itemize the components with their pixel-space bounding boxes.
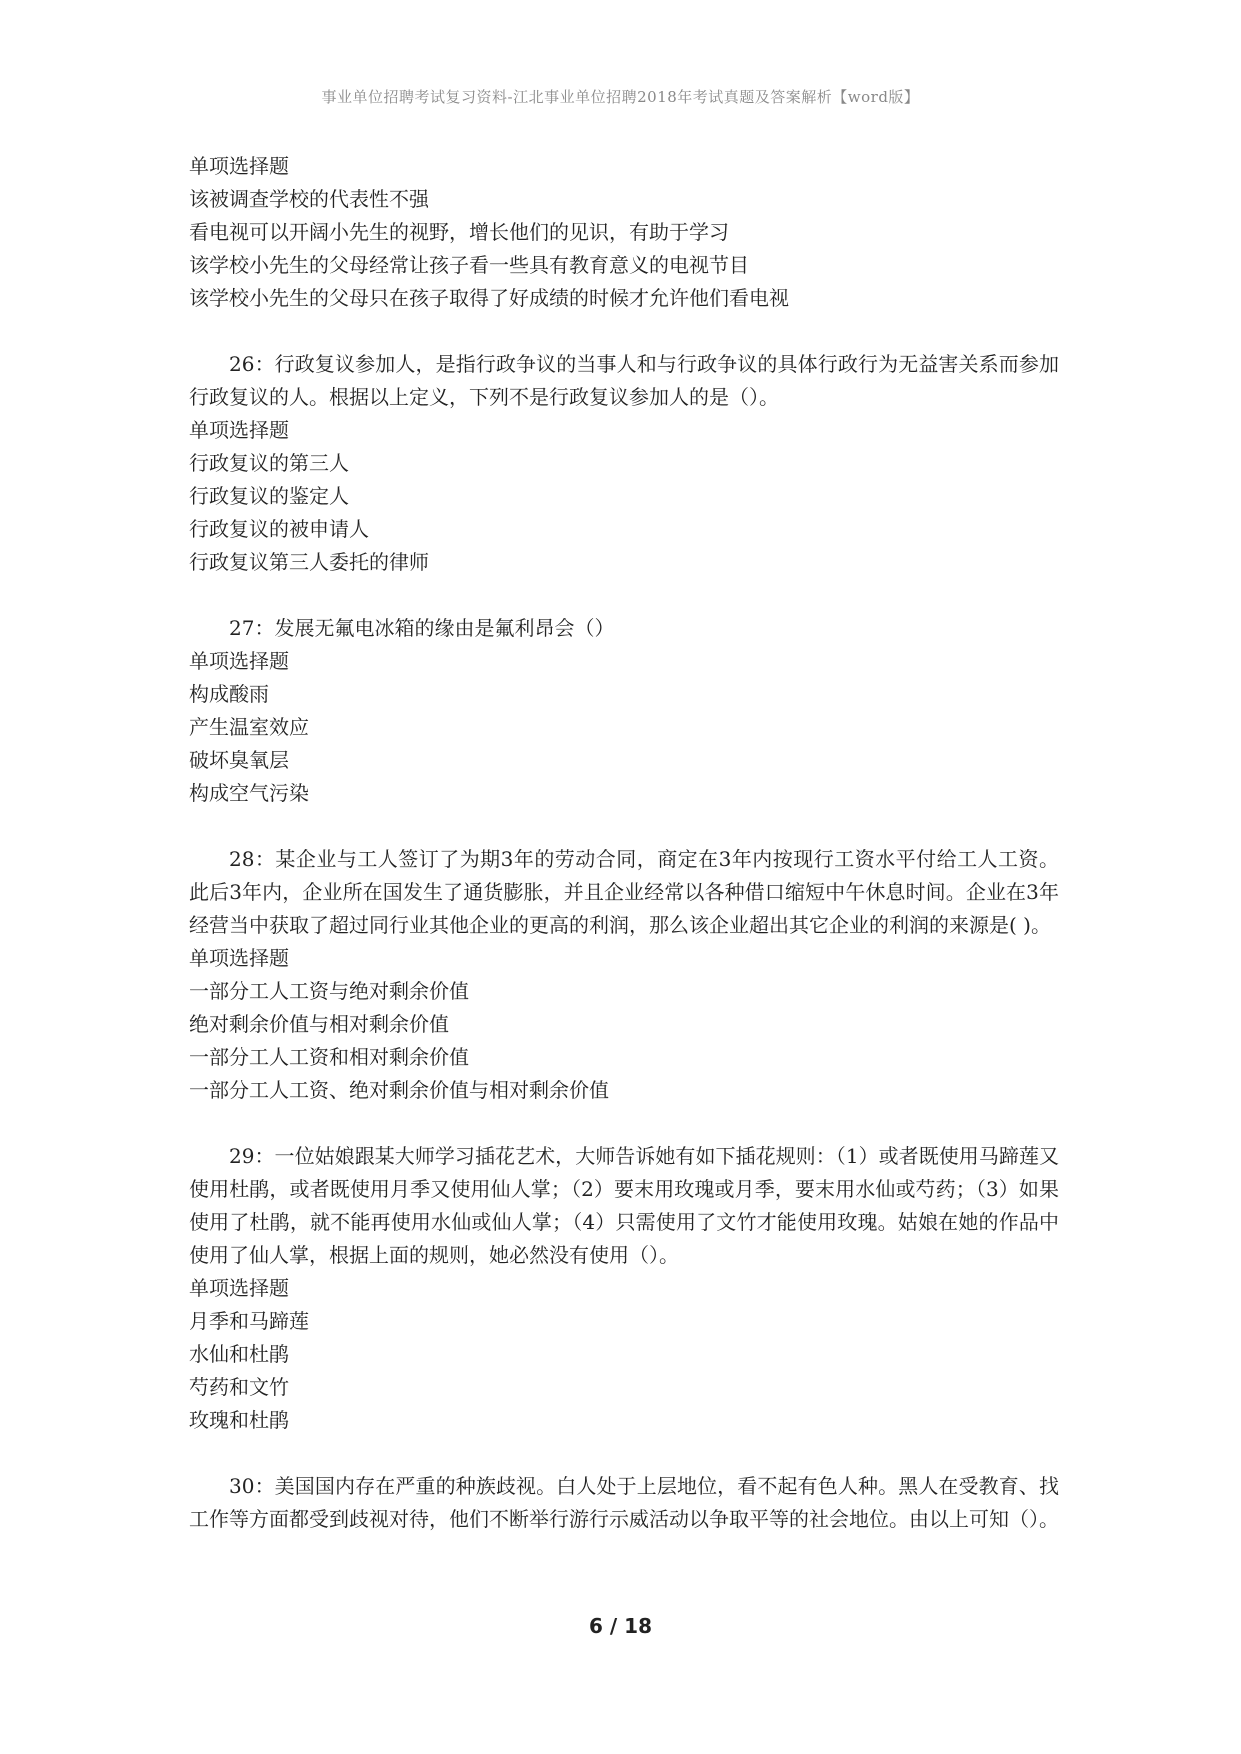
question-type: 单项选择题 (189, 154, 289, 178)
question-type: 单项选择题 (189, 418, 289, 442)
question-stem: 26：行政复议参加人，是指行政争议的当事人和与行政争议的具体行政行为无益害关系而参加行政复议的人。根据以上定义，下列不是行政复议参加人的是（）。 (189, 352, 1059, 409)
option-a: 一部分工人工资与绝对剩余价值 (189, 979, 469, 1003)
page-number: 6 / 18 (589, 1614, 652, 1638)
question-stem: 30：美国国内存在严重的种族歧视。白人处于上层地位，看不起有色人种。黑人在受教育、找工作等方面都受到歧视对待，他们不断举行游行示威活动以争取平等的社会地位。由以上可知（）。 (189, 1474, 1059, 1531)
option-c: 该学校小先生的父母经常让孩子看一些具有教育意义的电视节目 (189, 253, 749, 277)
option-b: 行政复议的鉴定人 (189, 484, 349, 508)
option-b: 绝对剩余价值与相对剩余价值 (189, 1012, 449, 1036)
option-a: 行政复议的第三人 (189, 451, 349, 475)
option-d: 一部分工人工资、绝对剩余价值与相对剩余价值 (189, 1078, 609, 1102)
question-25-tail (189, 150, 1059, 315)
question-type: 单项选择题 (189, 649, 289, 673)
option-b: 看电视可以开阔小先生的视野，增长他们的见识，有助于学习 (189, 220, 729, 244)
question-27 (189, 612, 1059, 810)
question-stem: 27：发展无氟电冰箱的缘由是氟利昂会（） (229, 616, 615, 640)
option-d: 该学校小先生的父母只在孩子取得了好成绩的时候才允许他们看电视 (189, 286, 789, 310)
option-a: 构成酸雨 (189, 682, 269, 706)
question-26 (189, 348, 1059, 579)
question-30 (189, 1470, 1059, 1536)
option-a: 月季和马蹄莲 (189, 1309, 309, 1333)
question-stem: 28：某企业与工人签订了为期3年的劳动合同，商定在3年内按现行工资水平付给工人工资。此后3年内，企业所在国发生了通货膨胀，并且企业经常以各种借口缩短中午休息时间。企业在3年经营当中获取了超过同行业其他企业的更高的利润，那么该企业超出其它企业的利润的来源是( )。 (189, 847, 1059, 937)
option-d: 构成空气污染 (189, 781, 309, 805)
option-c: 一部分工人工资和相对剩余价值 (189, 1045, 469, 1069)
question-type: 单项选择题 (189, 946, 289, 970)
option-c: 芍药和文竹 (189, 1375, 289, 1399)
option-d: 行政复议第三人委托的律师 (189, 550, 429, 574)
option-b: 水仙和杜鹃 (189, 1342, 289, 1366)
document-header: 事业单位招聘考试复习资料-江北事业单位招聘2018年考试真题及答案解析【word版】 (321, 88, 920, 106)
question-type: 单项选择题 (189, 1276, 289, 1300)
question-stem: 29：一位姑娘跟某大师学习插花艺术，大师告诉她有如下插花规则：（1）或者既使用马蹄莲又使用杜鹃，或者既使用月季又使用仙人掌；（2）要末用玫瑰或月季，要末用水仙或芍药；（3）如果使用了杜鹃，就不能再使用水仙或仙人掌；（4）只需使用了文竹才能使用玫瑰。姑娘在她的作品中使用了仙人掌，根据上面的规则，她必然没有使用（）。 (189, 1144, 1059, 1267)
document-body (189, 150, 1059, 1536)
option-c: 行政复议的被申请人 (189, 517, 369, 541)
question-29 (189, 1140, 1059, 1437)
option-d: 玫瑰和杜鹃 (189, 1408, 289, 1432)
question-28 (189, 843, 1059, 1107)
option-b: 产生温室效应 (189, 715, 309, 739)
option-a: 该被调查学校的代表性不强 (189, 187, 429, 211)
option-c: 破坏臭氧层 (189, 748, 289, 772)
